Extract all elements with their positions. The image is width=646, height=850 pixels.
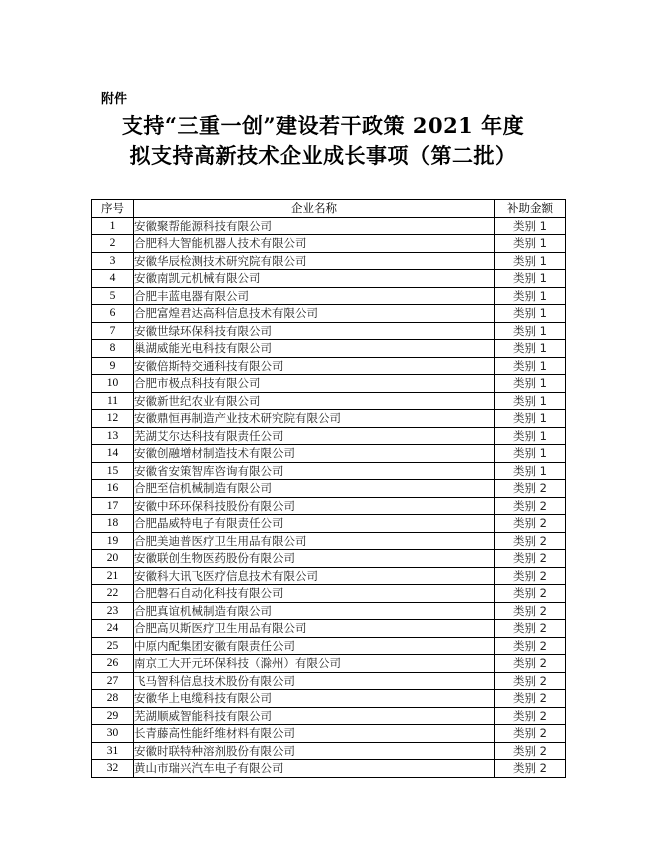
subsidy-amount-cell: 类别 2 xyxy=(495,725,566,743)
subsidy-amount-cell: 类别 1 xyxy=(495,410,566,428)
subsidy-amount-cell: 类别 1 xyxy=(495,375,566,393)
serial-number-cell: 15 xyxy=(92,462,134,480)
table-row xyxy=(92,742,566,760)
table-row xyxy=(92,287,566,305)
table-body xyxy=(92,217,566,777)
company-name-cell: 安徽新世纪农业有限公司 xyxy=(134,392,495,410)
subsidy-amount-cell: 类别 2 xyxy=(495,690,566,708)
subsidy-amount-cell: 类别 1 xyxy=(495,252,566,270)
company-name-cell: 合肥科大智能机器人技术有限公司 xyxy=(134,235,495,253)
company-name-cell: 合肥晶威特电子有限责任公司 xyxy=(134,515,495,533)
company-name-cell: 巢湖威能光电科技有限公司 xyxy=(134,340,495,358)
table-row xyxy=(92,567,566,585)
company-name-cell: 安徽科大讯飞医疗信息技术有限公司 xyxy=(134,567,495,585)
company-name-cell: 合肥富煌君达高科信息技术有限公司 xyxy=(134,305,495,323)
serial-number-cell: 11 xyxy=(92,392,134,410)
subsidy-amount-cell: 类别 2 xyxy=(495,515,566,533)
company-name-cell: 合肥市极点科技有限公司 xyxy=(134,375,495,393)
subsidy-amount-cell: 类别 1 xyxy=(495,427,566,445)
document-title-line-2: 拟支持高新技术企业成长事项（第二批） xyxy=(129,143,517,168)
subsidy-amount-cell: 类别 2 xyxy=(495,707,566,725)
table-row xyxy=(92,602,566,620)
company-name-cell: 安徽华上电缆科技有限公司 xyxy=(134,690,495,708)
header-company-name: 企业名称 xyxy=(134,200,495,218)
serial-number-cell: 10 xyxy=(92,375,134,393)
table-row xyxy=(92,515,566,533)
company-name-cell: 合肥美迪普医疗卫生用品有限公司 xyxy=(134,532,495,550)
subsidy-amount-cell: 类别 2 xyxy=(495,567,566,585)
table-row xyxy=(92,655,566,673)
company-name-cell: 芜湖艾尔达科技有限责任公司 xyxy=(134,427,495,445)
header-subsidy-amount: 补助金额 xyxy=(495,200,566,218)
serial-number-cell: 21 xyxy=(92,567,134,585)
serial-number-cell: 27 xyxy=(92,672,134,690)
company-name-cell: 安徽中环环保科技股份有限公司 xyxy=(134,497,495,515)
table-row xyxy=(92,497,566,515)
subsidy-amount-cell: 类别 1 xyxy=(495,322,566,340)
serial-number-cell: 8 xyxy=(92,340,134,358)
serial-number-cell: 20 xyxy=(92,550,134,568)
company-name-cell: 南京工大开元环保科技（滁州）有限公司 xyxy=(134,655,495,673)
serial-number-cell: 26 xyxy=(92,655,134,673)
table-header-row xyxy=(92,200,566,218)
table-row xyxy=(92,235,566,253)
table-row xyxy=(92,532,566,550)
header-serial-number: 序号 xyxy=(92,200,134,218)
subsidy-amount-cell: 类别 2 xyxy=(495,585,566,603)
serial-number-cell: 9 xyxy=(92,357,134,375)
table-row xyxy=(92,217,566,235)
table-row xyxy=(92,637,566,655)
table-row xyxy=(92,340,566,358)
subsidy-amount-cell: 类别 1 xyxy=(495,357,566,375)
serial-number-cell: 18 xyxy=(92,515,134,533)
company-name-cell: 安徽南凯元机械有限公司 xyxy=(134,270,495,288)
company-name-cell: 长青藤高性能纤维材料有限公司 xyxy=(134,725,495,743)
serial-number-cell: 7 xyxy=(92,322,134,340)
subsidy-amount-cell: 类别 1 xyxy=(495,217,566,235)
table-row xyxy=(92,550,566,568)
company-name-cell: 安徽世绿环保科技有限公司 xyxy=(134,322,495,340)
serial-number-cell: 28 xyxy=(92,690,134,708)
table-row xyxy=(92,305,566,323)
subsidy-amount-cell: 类别 1 xyxy=(495,462,566,480)
company-name-cell: 黄山市瑞兴汽车电子有限公司 xyxy=(134,760,495,778)
company-name-cell: 中原内配集团安徽有限责任公司 xyxy=(134,637,495,655)
subsidy-amount-cell: 类别 1 xyxy=(495,270,566,288)
serial-number-cell: 25 xyxy=(92,637,134,655)
serial-number-cell: 3 xyxy=(92,252,134,270)
serial-number-cell: 1 xyxy=(92,217,134,235)
table-row xyxy=(92,410,566,428)
subsidy-amount-cell: 类别 2 xyxy=(495,480,566,498)
serial-number-cell: 23 xyxy=(92,602,134,620)
company-name-cell: 安徽华辰检测技术研究院有限公司 xyxy=(134,252,495,270)
table-row xyxy=(92,392,566,410)
serial-number-cell: 24 xyxy=(92,620,134,638)
company-name-cell: 安徽倍斯特交通科技有限公司 xyxy=(134,357,495,375)
company-name-cell: 芜湖顺威智能科技有限公司 xyxy=(134,707,495,725)
table-row xyxy=(92,760,566,778)
table-row xyxy=(92,707,566,725)
table-row xyxy=(92,427,566,445)
subsidy-amount-cell: 类别 2 xyxy=(495,550,566,568)
table-row xyxy=(92,585,566,603)
company-name-cell: 飞马智科信息技术股份有限公司 xyxy=(134,672,495,690)
serial-number-cell: 19 xyxy=(92,532,134,550)
attachment-label: 附件 xyxy=(101,92,128,107)
company-name-cell: 安徽聚帮能源科技有限公司 xyxy=(134,217,495,235)
subsidy-amount-cell: 类别 1 xyxy=(495,305,566,323)
subsidy-amount-cell: 类别 2 xyxy=(495,760,566,778)
table-row xyxy=(92,725,566,743)
serial-number-cell: 32 xyxy=(92,760,134,778)
serial-number-cell: 13 xyxy=(92,427,134,445)
serial-number-cell: 16 xyxy=(92,480,134,498)
subsidy-amount-cell: 类别 1 xyxy=(495,340,566,358)
serial-number-cell: 6 xyxy=(92,305,134,323)
table-row xyxy=(92,322,566,340)
subsidy-amount-cell: 类别 1 xyxy=(495,235,566,253)
table-row xyxy=(92,375,566,393)
company-name-cell: 安徽鼎恒再制造产业技术研究院有限公司 xyxy=(134,410,495,428)
table-row xyxy=(92,445,566,463)
table-row xyxy=(92,357,566,375)
table-row xyxy=(92,620,566,638)
subsidy-amount-cell: 类别 2 xyxy=(495,742,566,760)
serial-number-cell: 4 xyxy=(92,270,134,288)
company-name-cell: 合肥磐石自动化科技有限公司 xyxy=(134,585,495,603)
subsidy-amount-cell: 类别 1 xyxy=(495,392,566,410)
company-name-cell: 安徽创融增材制造技术有限公司 xyxy=(134,445,495,463)
subsidy-amount-cell: 类别 2 xyxy=(495,602,566,620)
subsidy-amount-cell: 类别 1 xyxy=(495,445,566,463)
serial-number-cell: 29 xyxy=(92,707,134,725)
company-name-cell: 合肥丰蓝电器有限公司 xyxy=(134,287,495,305)
subsidy-amount-cell: 类别 2 xyxy=(495,672,566,690)
serial-number-cell: 22 xyxy=(92,585,134,603)
serial-number-cell: 31 xyxy=(92,742,134,760)
subsidy-amount-cell: 类别 1 xyxy=(495,287,566,305)
serial-number-cell: 5 xyxy=(92,287,134,305)
table-row xyxy=(92,672,566,690)
company-subsidy-table xyxy=(91,199,566,778)
company-name-cell: 安徽联创生物医药股份有限公司 xyxy=(134,550,495,568)
company-name-cell: 合肥高贝斯医疗卫生用品有限公司 xyxy=(134,620,495,638)
company-name-cell: 安徽省安策智库咨询有限公司 xyxy=(134,462,495,480)
serial-number-cell: 12 xyxy=(92,410,134,428)
table-row xyxy=(92,252,566,270)
subsidy-amount-cell: 类别 2 xyxy=(495,637,566,655)
serial-number-cell: 14 xyxy=(92,445,134,463)
serial-number-cell: 2 xyxy=(92,235,134,253)
subsidy-amount-cell: 类别 2 xyxy=(495,532,566,550)
table-row xyxy=(92,480,566,498)
subsidy-amount-cell: 类别 2 xyxy=(495,497,566,515)
table-row xyxy=(92,462,566,480)
company-name-cell: 合肥真谊机械制造有限公司 xyxy=(134,602,495,620)
company-name-cell: 合肥至信机械制造有限公司 xyxy=(134,480,495,498)
serial-number-cell: 17 xyxy=(92,497,134,515)
table-row xyxy=(92,690,566,708)
table-row xyxy=(92,270,566,288)
subsidy-amount-cell: 类别 2 xyxy=(495,620,566,638)
serial-number-cell: 30 xyxy=(92,725,134,743)
company-name-cell: 安徽时联特种溶剂股份有限公司 xyxy=(134,742,495,760)
subsidy-amount-cell: 类别 2 xyxy=(495,655,566,673)
document-title-line-1: 支持“三重一创”建设若干政策 2021 年度 xyxy=(121,113,525,138)
